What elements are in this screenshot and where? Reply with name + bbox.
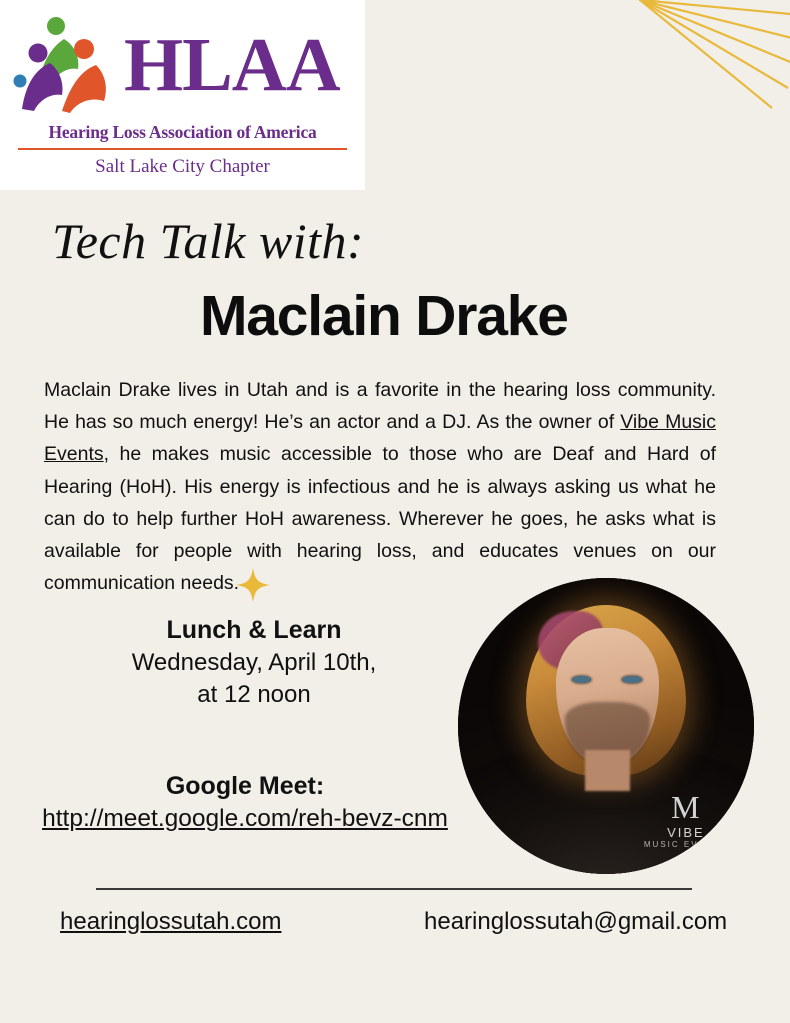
page-title-script: Tech Talk with: (52, 213, 365, 269)
bio-text-part1: Maclain Drake lives in Utah and is a favorite in the hearing loss community. He has so much energy! He’s an actor and a DJ. As the owner of (44, 379, 716, 434)
bio-paragraph (44, 374, 716, 599)
meeting-label: Google Meet: (165, 772, 325, 800)
portrait-eye-right (622, 676, 641, 684)
vibe-watermark (636, 791, 737, 849)
sparkle-icon (236, 568, 270, 602)
maclain-drake-portrait (458, 578, 754, 874)
vibe-music-events-link[interactable]: Vibe Music Events (44, 411, 717, 466)
event-details (44, 614, 464, 711)
meeting-url-link[interactable]: http://meet.google.com/reh-bevz-cnm (42, 805, 448, 832)
portrait-neck (585, 750, 629, 791)
logo-top-row (12, 10, 353, 120)
event-date-line2: at 12 noon (197, 680, 311, 708)
footer-divider (96, 888, 692, 890)
speaker-name: Maclain Drake (200, 284, 568, 348)
portrait-inner (458, 578, 754, 874)
hlaa-logo-block (0, 0, 365, 190)
email-address[interactable]: hearinglossutah@gmail.com (424, 908, 728, 935)
vibe-watermark-mark: M (671, 789, 701, 826)
logo-acronym: HLAA (124, 22, 340, 107)
logo-chapter-name: Salt Lake City Chapter (95, 156, 270, 177)
event-title: Lunch & Learn (166, 616, 342, 644)
bio-text-part2: , he makes music accessible to those who are Deaf and Hard of Hearing (HoH). His energy is infectious and he is always asking us what he can do to help further HoH awareness. Wherever he goes, he asks what is available for people with hearing loss, and educates venues on our communication needs. (44, 443, 716, 595)
sunburst-icon (430, 0, 790, 190)
website-link[interactable]: hearinglossutah.com (60, 908, 282, 935)
logo-full-name: Hearing Loss Association of America (48, 122, 317, 142)
vibe-watermark-name: VIBE (667, 825, 705, 841)
event-date-line1: Wednesday, April 10th, (131, 648, 377, 676)
hlaa-people-logo-icon (12, 13, 120, 117)
meeting-block (10, 772, 480, 833)
vibe-watermark-sub: MUSIC EVENTS (643, 840, 728, 850)
logo-divider (18, 148, 347, 150)
